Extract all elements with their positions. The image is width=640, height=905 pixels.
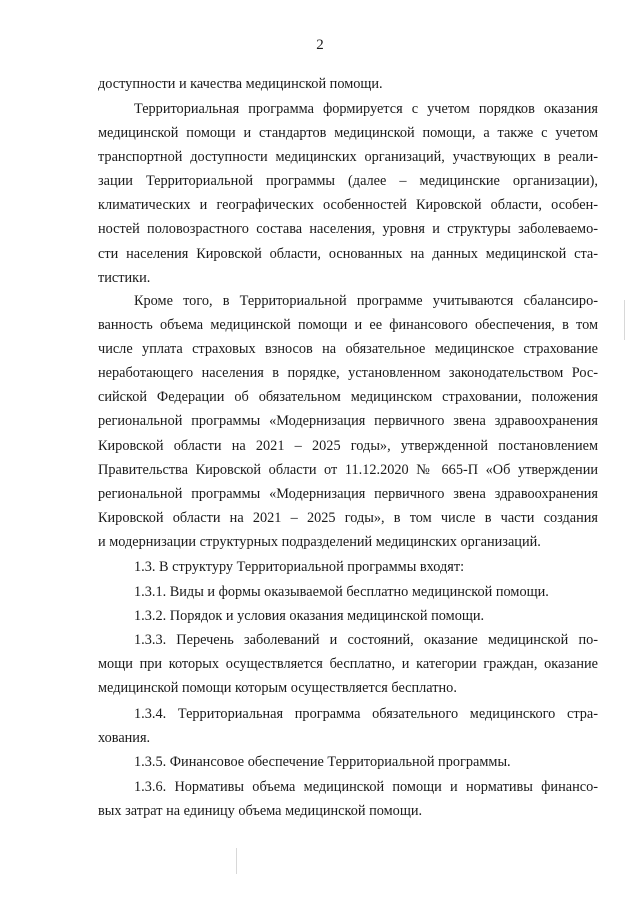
scan-artifact <box>624 300 625 340</box>
text-line: 1.3. В структуру Территориальной программы входят: <box>134 559 465 575</box>
text-line: региональной программы «Модернизация первичного звена здравоохранения <box>98 413 598 430</box>
text-line: медицинской помощи и стандартов медицинской помощи, а также с учетом <box>98 125 598 142</box>
text-line: и модернизации структурных подразделений медицинских организаций. <box>98 533 541 550</box>
paragraph-1-3-4 <box>98 702 598 750</box>
paragraph-territorial-program <box>98 97 598 290</box>
text-line: медицинской помощи которым осуществляется бесплатно. <box>98 680 457 697</box>
text-line: климатических и географических особенностей Кировской области, особен- <box>98 197 598 214</box>
text-line: 1.3.5. Финансовое обеспечение Территориальной программы. <box>134 754 511 770</box>
text-line: сти населения Кировской области, основанных на данных медицинской ста- <box>98 245 598 262</box>
text-line: ванность объема медицинской помощи и ее финансового обеспечения, в том <box>98 317 598 334</box>
paragraph-1-3-3 <box>98 628 598 700</box>
text-line: числе уплата страховых взносов на обязательное медицинское страхование <box>98 341 598 358</box>
paragraph-continuation <box>98 72 598 96</box>
text-line: вых затрат на единицу объема медицинской помощи. <box>98 803 423 820</box>
text-line: Кировской области на 2021 – 2025 годы», утвержденной постановлением <box>98 437 598 454</box>
scan-artifact <box>236 848 237 874</box>
page-number: 2 <box>316 37 324 53</box>
paragraph-1-3-2 <box>98 604 598 628</box>
paragraph-balance <box>98 289 598 554</box>
text-line: Правительства Кировской области от 11.12.2020 № 665-П «Об утверждении <box>98 461 598 478</box>
paragraph-1-3-5 <box>98 750 598 774</box>
text-line: Кроме того, в Территориальной программе учитываются сбалансиро- <box>134 293 598 309</box>
text-line: региональной программы «Модернизация первичного звена здравоохранения <box>98 485 598 502</box>
paragraph-1-3 <box>98 555 598 579</box>
paragraph-1-3-6 <box>98 775 598 823</box>
text-line: зации Территориальной программы (далее – медицинские организации), <box>98 173 598 190</box>
text-line: 1.3.3. Перечень заболеваний и состояний, оказание медицинской по- <box>134 632 598 648</box>
text-line: доступности и качества медицинской помощи. <box>98 76 383 92</box>
text-line: Территориальная программа формируется с учетом порядков оказания <box>134 101 598 117</box>
text-line: 1.3.6. Нормативы объема медицинской помощи и нормативы финансо- <box>134 779 598 795</box>
text-line: 1.3.2. Порядок и условия оказания медицинской помощи. <box>134 608 485 624</box>
text-line: сийской Федерации об обязательном медицинском страховании, положения <box>98 389 598 406</box>
text-line: транспортной доступности медицинских организаций, участвующих в реали- <box>98 149 598 166</box>
text-line: неработающего населения в порядке, установленном законодательством Рос- <box>98 365 598 382</box>
text-line: тистики. <box>98 269 151 286</box>
text-line: 1.3.4. Территориальная программа обязательного медицинского стра- <box>134 706 598 722</box>
text-line: 1.3.1. Виды и формы оказываемой бесплатно медицинской помощи. <box>134 584 549 600</box>
paragraph-1-3-1 <box>98 580 598 604</box>
text-line: Кировской области на 2021 – 2025 годы», в том числе в части создания <box>98 509 598 526</box>
text-line: мощи при которых осуществляется бесплатно, и категории граждан, оказание <box>98 656 598 673</box>
text-line: ностей половозрастного состава населения, уровня и структуры заболеваемо- <box>98 221 598 238</box>
text-line: хования. <box>98 730 151 747</box>
